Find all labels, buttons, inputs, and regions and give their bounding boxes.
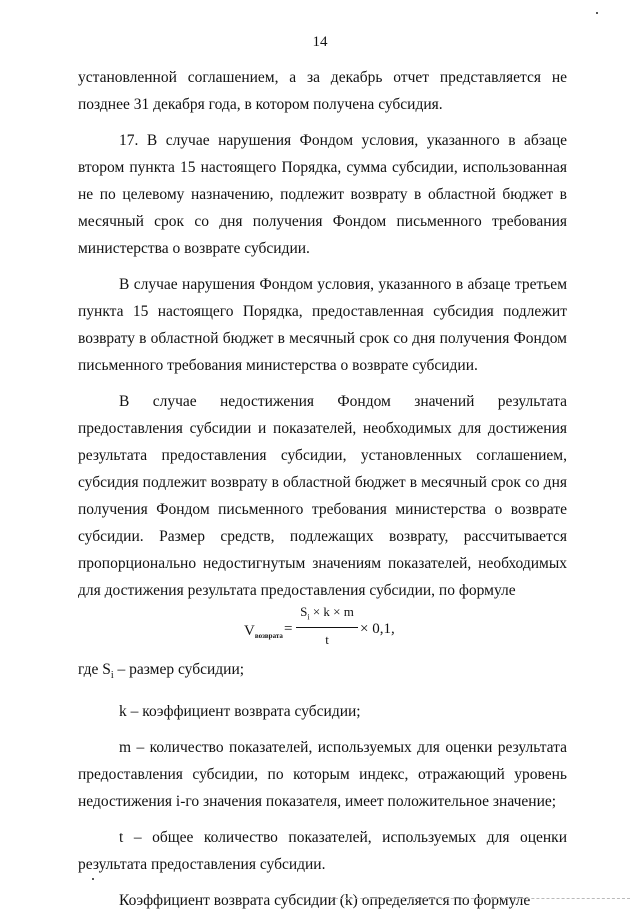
scan-edge-line <box>330 898 630 900</box>
refund-formula <box>78 604 567 656</box>
formula-equals: = <box>284 621 293 637</box>
scan-speck <box>92 878 94 880</box>
formula-denominator: t <box>325 631 329 647</box>
paragraph-item-17: 17. В случае нарушения Фондом условия, указанного в абзаце втором пункта 15 настоящего Порядка, сумма субсидии, использованная не по целевому назначению, подлежит возврату в областной бюджет в месячный срок со дня получения Фондом письменного требования министерства о возврате субсидии. <box>78 132 567 257</box>
page-number: 14 <box>312 34 328 50</box>
paragraph-non-achievement: В случае недостижения Фондом значений результата предоставления субсидии и показателей, необходимых для достижения результата предоставления субсидии, установленных соглашением, субсидия подлежит возврату в областной бюджет в месячный срок со дня получения Фондом письменного требования министерства о возврате субсидии. Размер средств, подлежащих возврату, рассчитывается пропорционально недостигнутым значениям показателей, необходимых для достижения результата предоставления субсидии, по формуле <box>78 393 567 599</box>
definition-s: где $S_i$ – размер субсидии; <box>78 661 245 682</box>
paragraph-continuation: установленной соглашением, а за декабрь отчет представляется не позднее 31 декабря года, в котором получена субсидия. <box>78 69 567 113</box>
document-body <box>78 64 567 914</box>
scan-speck <box>596 12 598 14</box>
paragraph-coefficient-intro: Коэффициент возврата субсидии (k) определяется по формуле <box>119 892 531 910</box>
formula-numerator: $S_i \times k \times m$ <box>296 604 358 628</box>
definition-k: k – коэффициент возврата субсидии; <box>119 703 361 721</box>
formula-fraction <box>296 604 358 648</box>
paragraph-violation-third: В случае нарушения Фондом условия, указанного в абзаце третьем пункта 15 настоящего Порядка, предоставленная субсидия подлежит возврату в областной бюджет в месячный срок со дня получения Фондом письменного требования министерства о возврате субсидии. <box>78 276 567 374</box>
formula-multiplier: × 0,1, <box>360 621 395 637</box>
definition-t: t – общее количество показателей, используемых для оценки результата предоставления субсидии. <box>78 829 567 874</box>
definition-m: m – количество показателей, используемых для оценки результата предоставления субсидии, по которым индекс, отражающий уровень недостижения i-го значения показателя, имеет положительное значение; <box>78 739 567 811</box>
formula-lhs: $V_{возврата}$ <box>244 623 283 640</box>
